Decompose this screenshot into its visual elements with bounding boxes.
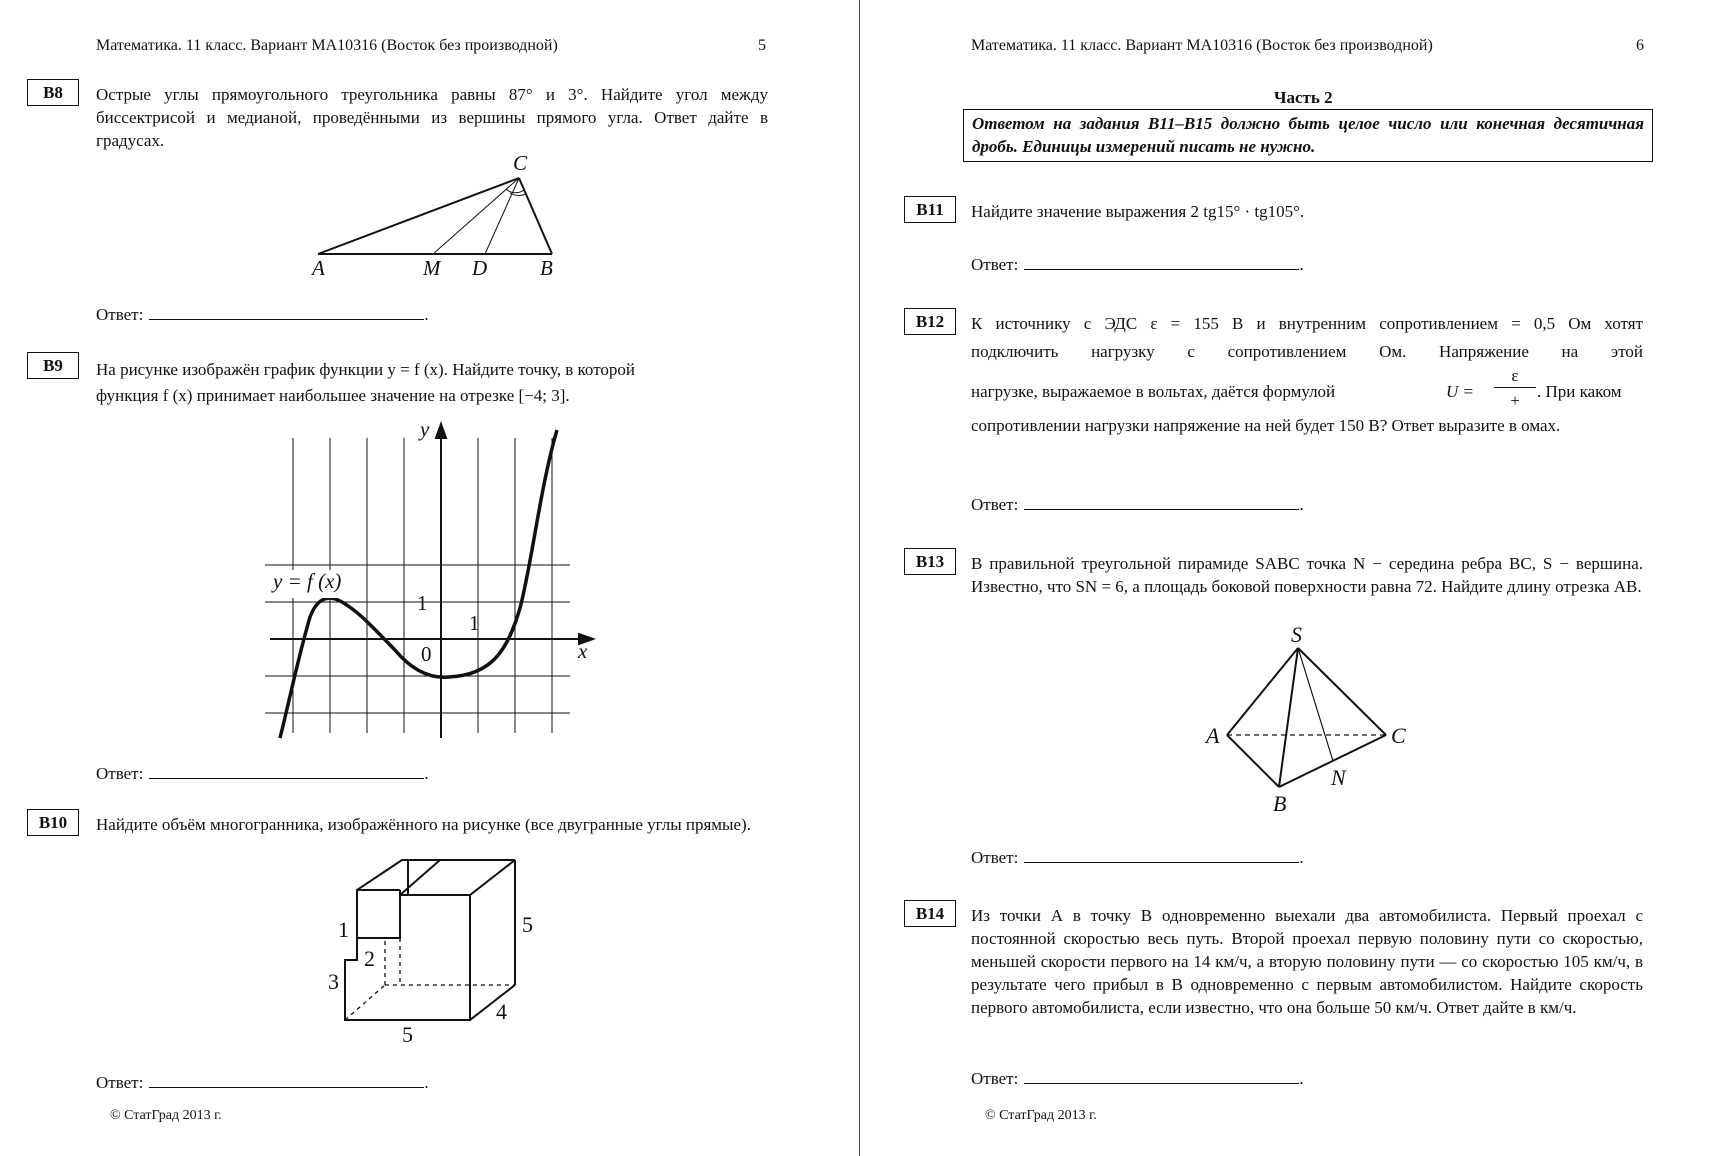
task-text-b12-line3b: . При каком: [1537, 382, 1622, 401]
function-graph: [260, 418, 600, 743]
task-text-b12-line2: подключить нагрузку с сопротивлением Ом. Напряжение на этой: [971, 342, 1643, 361]
page-number: 5: [758, 37, 766, 54]
answer-b8: Ответ: .: [96, 305, 429, 324]
triangle-figure: [300, 148, 570, 282]
fig-label-m: M: [423, 256, 441, 280]
task-text-b13: В правильной треугольной пирамиде SABC точка N − середина ребра BC, S − вершина. Известно, что SN = 6, а площадь боковой поверхности равна 72. Найдите длину отрезка AB.: [971, 554, 1643, 596]
edge-label-2: 2: [364, 946, 375, 971]
axis-label-x: x: [578, 639, 588, 663]
answer-field-b9[interactable]: [149, 762, 424, 779]
task-text-b12-line4: сопротивлении нагрузки напряжение на ней будет 150 В? Ответ выразите в омах.: [971, 416, 1561, 435]
task-text-b12-line1: К источнику с ЭДС ε = 155 В и внутренним сопротивлением = 0,5 Ом хотят: [971, 314, 1643, 333]
task-text-b12: [971, 312, 1643, 437]
edge-label-3: 3: [328, 969, 339, 994]
answer-label: Ответ:: [971, 495, 1019, 514]
tick-label-y-one: 1: [417, 591, 428, 615]
edge-label-1: 1: [338, 917, 349, 942]
task-label-b12: B12: [904, 308, 956, 335]
formula-lhs: U =: [1446, 382, 1474, 401]
curve-label: y = f (x): [273, 569, 342, 593]
task-text-b9-line1: На рисунке изображён график функции y = f (x). Найдите точку, в которой: [96, 360, 635, 379]
answer-field-b12[interactable]: [1024, 493, 1299, 510]
answer-field-b10[interactable]: [149, 1071, 424, 1088]
task-text-b12-line3a: нагрузке, выражаемое в вольтах, даётся формулой: [971, 382, 1336, 401]
vertex-label-c: C: [1391, 723, 1406, 748]
answer-field-b11[interactable]: [1024, 253, 1299, 270]
task-label-b11: B11: [904, 196, 956, 223]
origin-label: 0: [421, 642, 432, 666]
vertex-label-a: A: [1206, 723, 1220, 748]
edge-label-4: 4: [496, 999, 507, 1024]
answer-b12: Ответ: .: [971, 495, 1304, 514]
fig-label-c: C: [513, 151, 528, 175]
answer-field-b8[interactable]: [149, 303, 424, 320]
answer-b9: Ответ: .: [96, 764, 429, 783]
task-label-b8: B8: [27, 79, 79, 106]
answer-b10: Ответ: .: [96, 1073, 429, 1092]
task-text-b12-line3: [971, 368, 1643, 408]
fig-label-b: B: [540, 256, 553, 280]
point-label-n: N: [1331, 765, 1346, 790]
answer-label: Ответ:: [971, 255, 1019, 274]
page-number: 6: [1636, 37, 1644, 54]
task-text-b11: Найдите значение выражения 2 tg15° · tg105°.: [971, 202, 1305, 221]
formula-denominator: +: [1510, 391, 1520, 410]
answer-label: Ответ:: [96, 1073, 144, 1092]
pyramid-figure: [1195, 615, 1435, 815]
answer-b13: Ответ: .: [971, 848, 1304, 867]
vertex-label-s: S: [1291, 622, 1302, 647]
part-title: Часть 2: [1274, 88, 1333, 107]
tick-label-x-one: 1: [469, 611, 480, 635]
task-text-b14: Из точки А в точку В одновременно выехали два автомобилиста. Первый проехал с постоянной скоростью весь путь. Второй проехал первую половину пути со скоростью, меньшей скорости первого на 14 км/ч, а вторую половину пути — со скоростью 105 км/ч, в результате чего прибыл в В одновременно с первым автомобилистом. Найдите скорость первого автомобилиста, если известно, что она больше 50 км/ч. Ответ дайте в км/ч.: [971, 906, 1643, 1017]
fig-label-a: A: [312, 256, 325, 280]
answer-field-b14[interactable]: [1024, 1067, 1299, 1084]
polyhedron-figure: [320, 850, 550, 1050]
page-header: Математика. 11 класс. Вариант МА10316 (Восток без производной): [971, 37, 1433, 54]
task-label-b14: B14: [904, 900, 956, 927]
answer-field-b13[interactable]: [1024, 846, 1299, 863]
task-label-b13: B13: [904, 548, 956, 575]
part-instruction: Ответом на задания B11–B15 должно быть целое число или конечная десятичная дробь. Единицы измерений писать не нужно.: [963, 109, 1653, 162]
task-label-b10: B10: [27, 809, 79, 836]
page-header: Математика. 11 класс. Вариант МА10316 (Восток без производной): [96, 37, 558, 54]
task-label-b9: B9: [27, 352, 79, 379]
copyright: © СтатГрад 2013 г.: [110, 1108, 222, 1123]
axis-label-y: y: [420, 418, 430, 441]
answer-b11: Ответ: .: [971, 255, 1304, 274]
task-text-b9: [96, 357, 768, 409]
task-text-b9-line2: функция f (x) принимает наибольшее значение на отрезке [−4; 3].: [96, 386, 570, 405]
answer-label: Ответ:: [96, 305, 144, 324]
answer-b14: Ответ: .: [971, 1069, 1304, 1088]
edge-label-5-right: 5: [522, 912, 533, 937]
answer-label: Ответ:: [96, 764, 144, 783]
vertex-label-b: B: [1273, 791, 1287, 815]
answer-label: Ответ:: [971, 848, 1019, 867]
task-text-b8: Острые углы прямоугольного треугольника равны 87° и 3°. Найдите угол между биссектрисой и медианой, проведёнными из вершины прямого угла. Ответ дайте в градусах.: [96, 85, 768, 150]
answer-label: Ответ:: [971, 1069, 1019, 1088]
page-divider: [859, 0, 860, 1156]
formula-numerator: ε: [1494, 364, 1536, 388]
fig-label-d: D: [472, 256, 488, 280]
task-text-b10: Найдите объём многогранника, изображённого на рисунке (все двугранные углы прямые).: [96, 815, 751, 834]
copyright: © СтатГрад 2013 г.: [985, 1108, 1097, 1123]
edge-label-5-bottom: 5: [402, 1022, 413, 1047]
